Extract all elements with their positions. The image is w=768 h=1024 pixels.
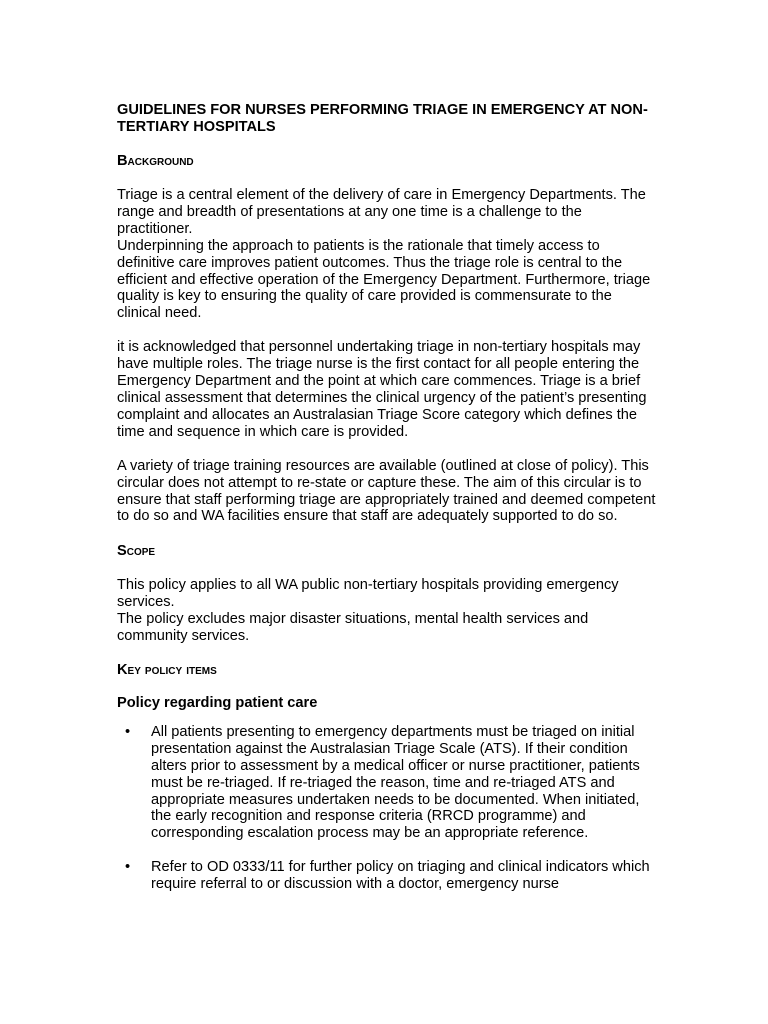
scope-heading: Scope — [117, 543, 156, 560]
document-title: GUIDELINES FOR NURSES PERFORMING TRIAGE IN EMERGENCY AT NON-TERTIARY HOSPITALS — [117, 102, 648, 135]
list-item — [117, 859, 657, 893]
list-item — [117, 724, 657, 842]
key-policy-heading: Key policy items — [117, 661, 217, 678]
bullet-icon: • — [125, 723, 131, 740]
bullet-icon: • — [125, 859, 131, 876]
policy-bullet-list — [117, 724, 657, 893]
background-paragraph-3: it is acknowledged that personnel undertaking triage in non-tertiary hospitals may have multiple roles. The triage nurse is the first contact for all people entering the Emergency Department and the point at which care commences. Triage is a brief clinical assessment that determines the clinical urgency of the patient’s presenting complaint and allocates an Australasian Triage Score category which defines the time and sequence in which care is provided. — [117, 339, 647, 440]
document-page — [117, 102, 657, 893]
bullet-text: Refer to OD 0333/11 for further policy on triaging and clinical indicators which require referral to or discussion with a doctor, emergency nurse — [151, 859, 650, 893]
background-paragraph-2: Underpinning the approach to patients is the rationale that timely access to definitive care improves patient outcomes. Thus the triage role is central to the efficient and effective operation of the Emergency Department. Furthermore, triage quality is key to ensuring the quality of care provided is commensurate to the clinical need. — [117, 237, 651, 322]
scope-paragraph-1: This policy applies to all WA public non-tertiary hospitals providing emergency services. — [117, 577, 619, 611]
background-paragraph-1: Triage is a central element of the delivery of care in Emergency Departments. The range and breadth of presentations at any one time is a challenge to the practitioner. — [117, 187, 646, 237]
background-heading: Background — [117, 153, 194, 169]
scope-paragraph-2: The policy excludes major disaster situations, mental health services and community services. — [117, 611, 589, 645]
background-paragraph-4: A variety of triage training resources are available (outlined at close of policy). This circular does not attempt to re-state or capture these. The aim of this circular is to ensure that staff performing triage are appropriately trained and deemed competent to do so and WA facilities ensure that staff are adequately supported to do so. — [117, 457, 656, 525]
bullet-text: All patients presenting to emergency departments must be triaged on initial presentation against the Australasian Triage Scale (ATS). If their condition alters prior to assessment by a medical officer or nurse practitioner, patients must be re-triaged. If re-triaged the reason, time and re-triaged ATS and appropriate measures undertaken needs to be documented. When initiated, the early recognition and response criteria (RRCD programme) and corresponding escalation process may be an appropriate reference. — [151, 723, 640, 842]
policy-subheading: Policy regarding patient care — [117, 694, 318, 711]
